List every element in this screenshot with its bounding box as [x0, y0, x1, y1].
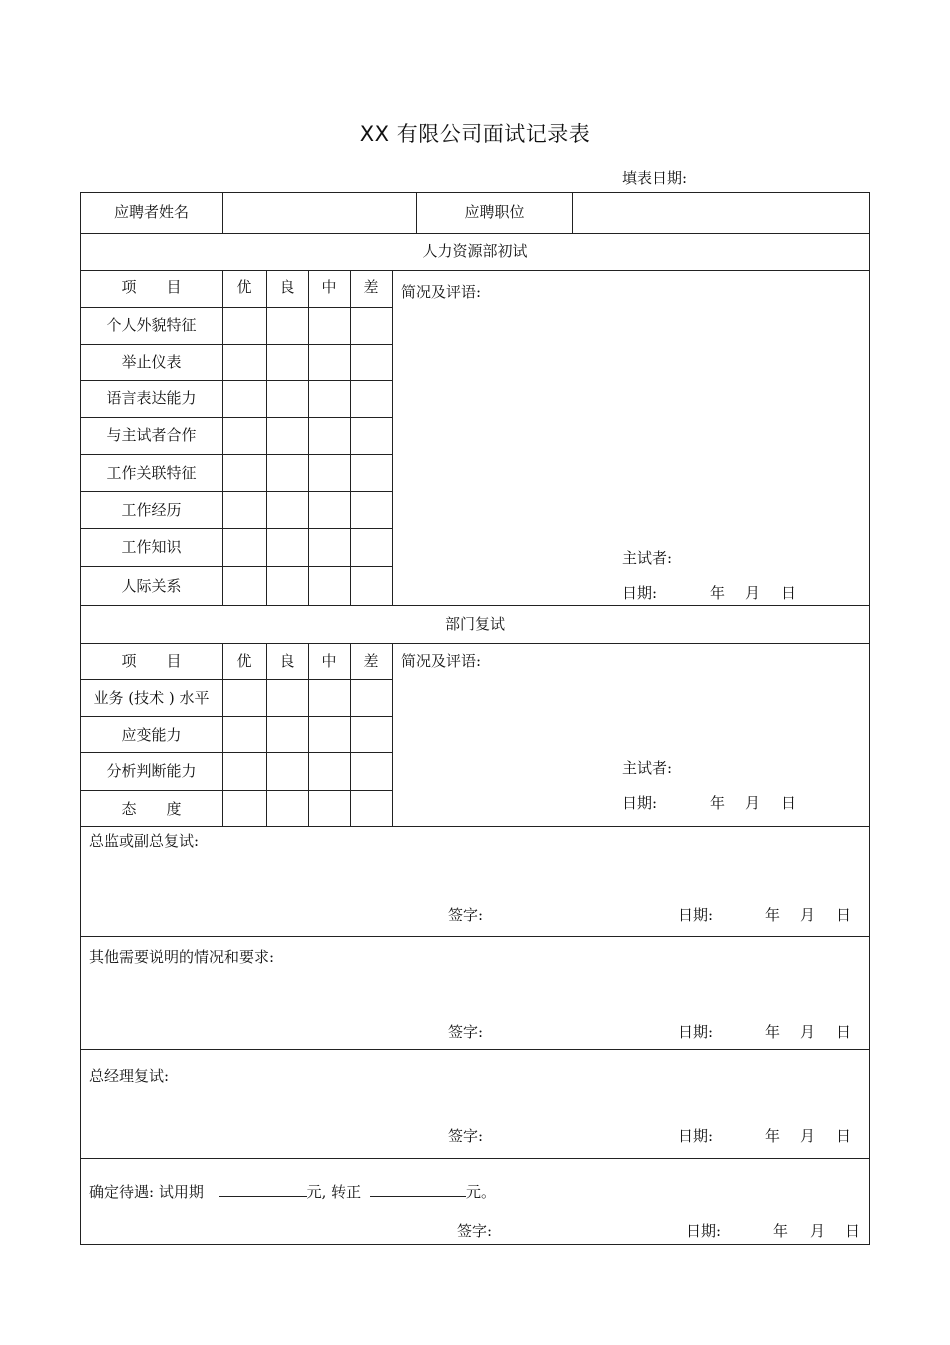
dept-comment-label: 简况及评语: — [401, 652, 482, 670]
other-date-month: 月 — [800, 1023, 816, 1041]
gm-review-label: 总经理复试: — [89, 1067, 170, 1085]
hr-item-manner: 举止仪表 — [121, 353, 182, 371]
applied-position-label: 应聘职位 — [464, 203, 525, 221]
hr-interviewer-label: 主试者: — [622, 549, 673, 567]
other-date-label: 日期: — [678, 1023, 714, 1041]
dept-item-attitude: 态 度 — [121, 800, 182, 818]
applicant-name-label: 应聘者姓名 — [113, 203, 189, 221]
hr-date-day: 日 — [781, 584, 797, 602]
hr-grade-poor: 差 — [363, 278, 379, 296]
hr-item-appearance: 个人外貌特征 — [106, 316, 197, 334]
director-date-label: 日期: — [678, 906, 714, 924]
other-sign-label: 签字: — [448, 1023, 484, 1041]
hr-item-cooperation: 与主试者合作 — [106, 426, 197, 444]
dept-date-year: 年 — [710, 794, 726, 812]
dept-date-label: 日期: — [622, 794, 658, 812]
gm-date-day: 日 — [836, 1127, 852, 1145]
other-date-year: 年 — [765, 1023, 781, 1041]
hr-item-relations: 人际关系 — [121, 577, 182, 595]
salary-date-year: 年 — [773, 1222, 789, 1240]
dept-item-header: 项 目 — [121, 652, 182, 670]
director-sign-label: 签字: — [448, 906, 484, 924]
dept-date-day: 日 — [781, 794, 797, 812]
hr-grade-excellent: 优 — [236, 278, 252, 296]
salary-prefix: 确定待遇: 试用期 — [89, 1183, 204, 1201]
director-date-day: 日 — [836, 906, 852, 924]
salary-yuan-end: 元。 — [465, 1183, 496, 1201]
other-notes-label: 其他需要说明的情况和要求: — [89, 948, 275, 966]
hr-date-month: 月 — [745, 584, 761, 602]
gm-sign-label: 签字: — [448, 1127, 484, 1145]
dept-item-skill-level: 业务 (技术 ) 水平 — [93, 689, 210, 707]
dept-grade-poor: 差 — [363, 652, 379, 670]
hr-item-header: 项 目 — [121, 278, 182, 296]
dept-item-judgment: 分析判断能力 — [106, 762, 197, 780]
hr-item-knowledge: 工作知识 — [121, 538, 182, 556]
hr-item-job-traits: 工作关联特征 — [106, 464, 197, 482]
dept-item-adaptability: 应变能力 — [121, 726, 182, 744]
director-date-year: 年 — [765, 906, 781, 924]
hr-section-title: 人力资源部初试 — [422, 242, 528, 260]
hr-item-expression: 语言表达能力 — [106, 389, 197, 407]
hr-grade-good: 良 — [279, 278, 295, 296]
hr-comment-label: 简况及评语: — [401, 283, 482, 301]
hr-date-year: 年 — [710, 584, 726, 602]
gm-date-month: 月 — [800, 1127, 816, 1145]
dept-date-month: 月 — [745, 794, 761, 812]
dept-grade-excellent: 优 — [236, 652, 252, 670]
hr-item-experience: 工作经历 — [121, 501, 182, 519]
hr-date-label: 日期: — [622, 584, 658, 602]
salary-line — [89, 1182, 496, 1201]
dept-interviewer-label: 主试者: — [622, 759, 673, 777]
fill-date-label: 填表日期: — [622, 169, 688, 187]
other-date-day: 日 — [836, 1023, 852, 1041]
gm-date-year: 年 — [765, 1127, 781, 1145]
gm-date-label: 日期: — [678, 1127, 714, 1145]
hr-grade-average: 中 — [321, 278, 337, 296]
dept-grade-good: 良 — [279, 652, 295, 670]
director-date-month: 月 — [800, 906, 816, 924]
applicant-name-field[interactable] — [224, 194, 414, 232]
page-title: XX 有限公司面试记录表 — [359, 122, 591, 146]
salary-sign-label: 签字: — [457, 1222, 493, 1240]
salary-yuan-comma: 元, 转正 — [306, 1183, 362, 1201]
probation-salary-field[interactable] — [219, 1182, 307, 1197]
regular-salary-field[interactable] — [370, 1182, 466, 1197]
applied-position-field[interactable] — [574, 194, 868, 232]
dept-section-title: 部门复试 — [444, 615, 505, 633]
director-review-label: 总监或副总复试: — [89, 832, 200, 850]
form-table — [80, 192, 870, 1245]
salary-date-month: 月 — [810, 1222, 826, 1240]
salary-date-label: 日期: — [686, 1222, 722, 1240]
salary-date-day: 日 — [845, 1222, 861, 1240]
dept-grade-average: 中 — [321, 652, 337, 670]
